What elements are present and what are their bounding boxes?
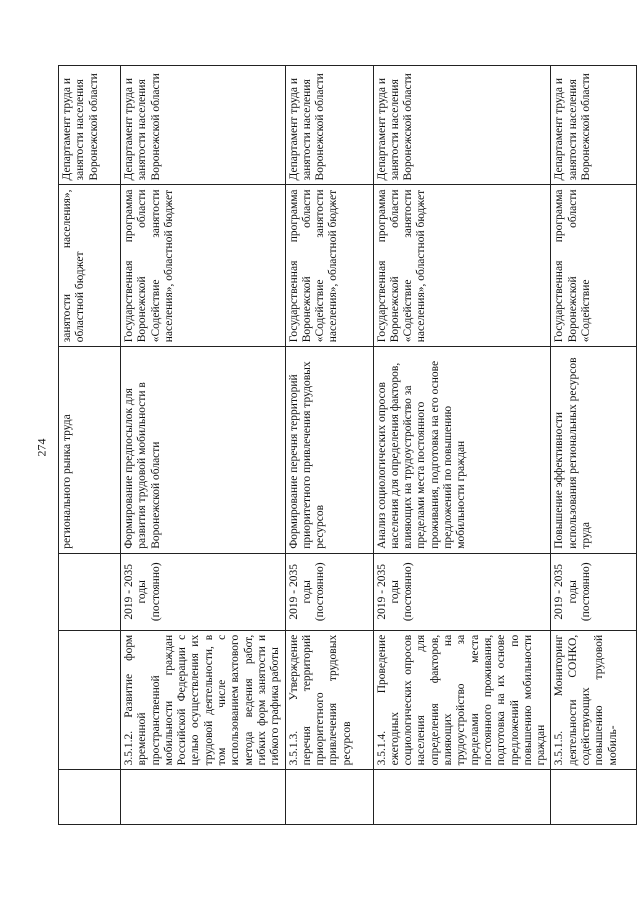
- table-cell-blank: [551, 770, 637, 825]
- measures-table: [58, 65, 637, 825]
- funding-cell: Государственная программа Воронежской области «Содействие: [551, 185, 637, 347]
- funding-cell: Государственная программа Воронежской области «Содействие занятости населения», областной бюджет: [285, 185, 373, 347]
- executor-cell: Департамент труда и занятости населения Воронежской области: [59, 66, 121, 185]
- table-cell-blank: [121, 770, 286, 825]
- measure-cell: 3.5.1.4. Проведение ежегодных социологических опросов населения для определения факторов, влияющих на трудоустройство за пределами места постоянного проживания, подготовка на их основе предложений по повышению мобильности граждан: [373, 630, 551, 770]
- table-row: [373, 66, 551, 825]
- result-cell: Повышение эффективности использования региональных ресурсов труда: [551, 347, 637, 553]
- table-row: [121, 66, 286, 825]
- funding-cell: Государственная программа Воронежской области «Содействие занятости населения», областной бюджет: [121, 185, 286, 347]
- page-number: 274: [34, 438, 49, 457]
- measure-cell: 3.5.1.5. Мониторинг деятельности СОНКО, содействующих повышению трудовой мобиль-: [551, 630, 637, 770]
- measure-cell: [59, 630, 121, 770]
- term-cell: 2019 - 2035 годы (постоянно): [285, 553, 373, 630]
- executor-cell: Департамент труда и занятости населения Воронежской области: [121, 66, 286, 185]
- table-cell-blank: [59, 770, 121, 825]
- term-cell: 2019 - 2035 годы (постоянно): [373, 553, 551, 630]
- term-cell: 2019 - 2035 годы (постоянно): [551, 553, 637, 630]
- term-cell: [59, 553, 121, 630]
- table-row: [551, 66, 637, 825]
- table-row: [59, 66, 121, 825]
- funding-cell: занятости населения», областной бюджет: [59, 185, 121, 347]
- result-cell: Формирование перечня территорий приоритетного привлечения трудовых ресурсов: [285, 347, 373, 553]
- measure-cell: 3.5.1.2. Развитие форм временной пространственной мобильности граждан Российской Федерации с целью осуществления их трудовой деятельности, в том числе с использованием вахтового метода ведения работ, гибких форм занятости и гибкого графика работы: [121, 630, 286, 770]
- funding-cell: Государственная программа Воронежской области «Содействие занятости населения», областной бюджет: [373, 185, 551, 347]
- executor-cell: Департамент труда и занятости населения Воронежской области: [551, 66, 637, 185]
- executor-cell: Департамент труда и занятости населения Воронежской области: [285, 66, 373, 185]
- result-cell: Формирование предпосылок для развития трудовой мобильности в Воронежской области: [121, 347, 286, 553]
- result-cell: Анализ социологических опросов населения для определения факторов, влияющих на трудоустройство за пределами места постоянного проживания, подготовка на его основе предложений по повышению мобильности граждан: [373, 347, 551, 553]
- table-row: [285, 66, 373, 825]
- rotated-document-table: [58, 65, 619, 825]
- result-cell: регионального рынка труда: [59, 347, 121, 553]
- term-cell: 2019 - 2035 годы (постоянно): [121, 553, 286, 630]
- measure-cell: 3.5.1.3. Утверждение перечня территорий приоритетного привлечения трудовых ресурсов: [285, 630, 373, 770]
- table-cell-blank: [373, 770, 551, 825]
- table-cell-blank: [285, 770, 373, 825]
- executor-cell: Департамент труда и занятости населения Воронежской области: [373, 66, 551, 185]
